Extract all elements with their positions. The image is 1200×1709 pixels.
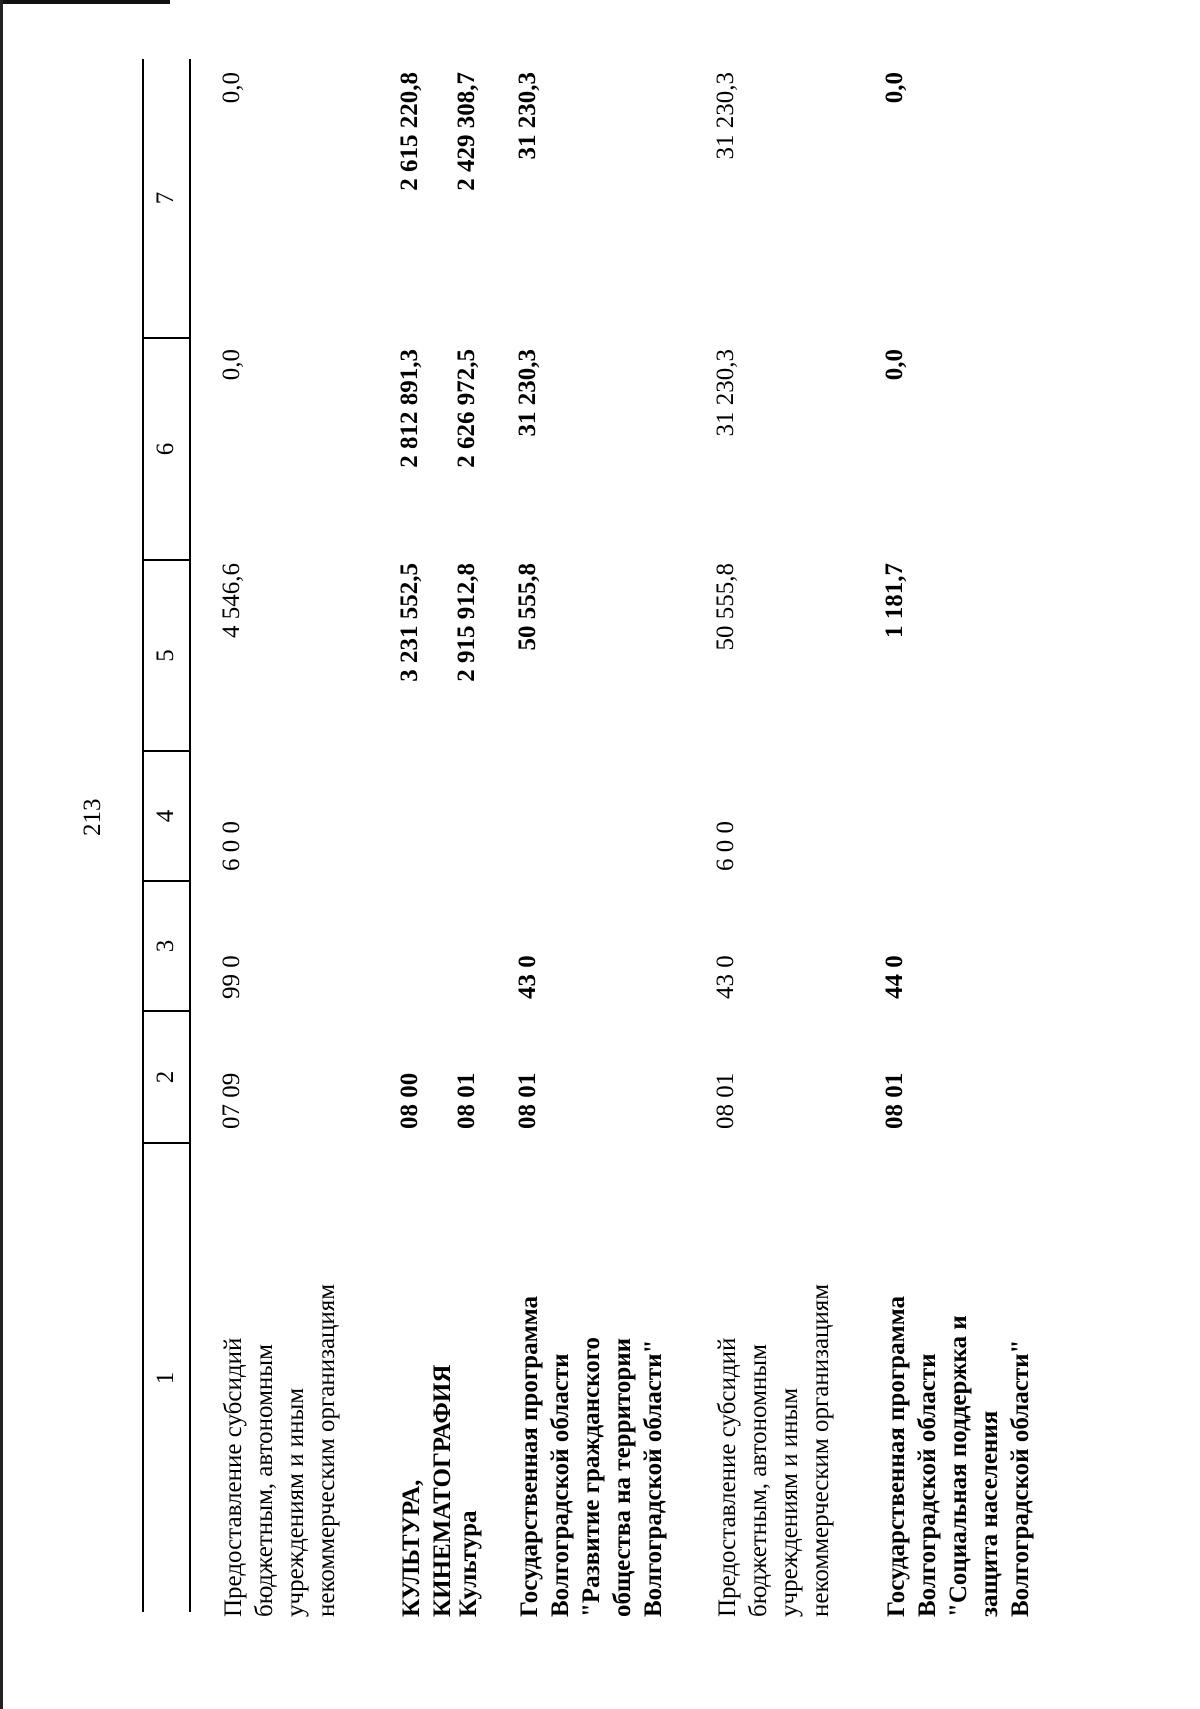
row-target-code: 43 0 xyxy=(514,955,541,999)
row-target-code: 99 0 xyxy=(218,955,245,999)
row-value-6: 0,0 xyxy=(218,349,245,381)
row-section-code: 07 09 xyxy=(218,1072,245,1129)
row-section-code: 08 01 xyxy=(712,1072,739,1129)
row-value-5: 1 181,7 xyxy=(881,563,908,638)
row-section-code: 08 00 xyxy=(396,1072,423,1129)
row-value-6: 2 812 891,3 xyxy=(396,349,423,468)
column-header-6: 6 xyxy=(152,442,179,456)
row-name: КУЛЬТУРА, КИНЕМАТОГРАФИЯ xyxy=(398,1364,456,1617)
row-name: Государственная программа Волгоградской области "Развитие гражданского общества на территории Волгоградской области" xyxy=(516,1296,667,1617)
row-value-5: 4 546,6 xyxy=(218,563,245,638)
row-name: Предоставление субсидий бюджетным, автономным учреждениям и иным некоммерческим организациям xyxy=(714,1283,834,1617)
row-value-7: 31 230,3 xyxy=(514,72,541,160)
row-value-6: 31 230,3 xyxy=(514,349,541,437)
row-section-code: 08 01 xyxy=(514,1072,541,1129)
row-value-7: 2 615 220,8 xyxy=(396,72,423,191)
row-name: Предоставление субсидий бюджетным, автономным учреждениям и иным некоммерческим организациям xyxy=(220,1283,340,1617)
page-number: 213 xyxy=(79,798,106,836)
row-value-7: 0,0 xyxy=(218,72,245,104)
row-value-7: 0,0 xyxy=(881,72,908,104)
header-top-rule xyxy=(142,59,144,1612)
row-value-6: 2 626 972,5 xyxy=(453,349,480,468)
row-name: Культура xyxy=(455,1510,482,1617)
row-target-code: 44 0 xyxy=(881,955,908,999)
column-header-3: 3 xyxy=(152,939,179,953)
row-value-5: 3 231 552,5 xyxy=(396,563,423,682)
row-value-5: 50 555,8 xyxy=(514,563,541,651)
column-header-4: 4 xyxy=(152,809,179,823)
column-header-1: 1 xyxy=(152,1371,179,1385)
column-header-2: 2 xyxy=(152,1070,179,1084)
row-expense-kind: 6 0 0 xyxy=(218,821,245,871)
column-header-7: 7 xyxy=(152,191,179,205)
row-value-6: 0,0 xyxy=(881,349,908,381)
row-value-6: 31 230,3 xyxy=(712,349,739,437)
row-value-5: 50 555,8 xyxy=(712,563,739,651)
row-expense-kind: 6 0 0 xyxy=(712,821,739,871)
row-section-code: 08 01 xyxy=(453,1072,480,1129)
row-name: Государственная программа Волгоградской области "Социальная поддержка и защита населения Волгоградской области" xyxy=(883,1296,1034,1617)
row-target-code: 43 0 xyxy=(712,955,739,999)
row-section-code: 08 01 xyxy=(881,1072,908,1129)
row-value-7: 2 429 308,7 xyxy=(453,72,480,191)
header-bottom-rule xyxy=(189,59,191,1612)
row-value-5: 2 915 912,8 xyxy=(453,563,480,682)
row-value-7: 31 230,3 xyxy=(712,72,739,160)
column-header-5: 5 xyxy=(152,649,179,662)
